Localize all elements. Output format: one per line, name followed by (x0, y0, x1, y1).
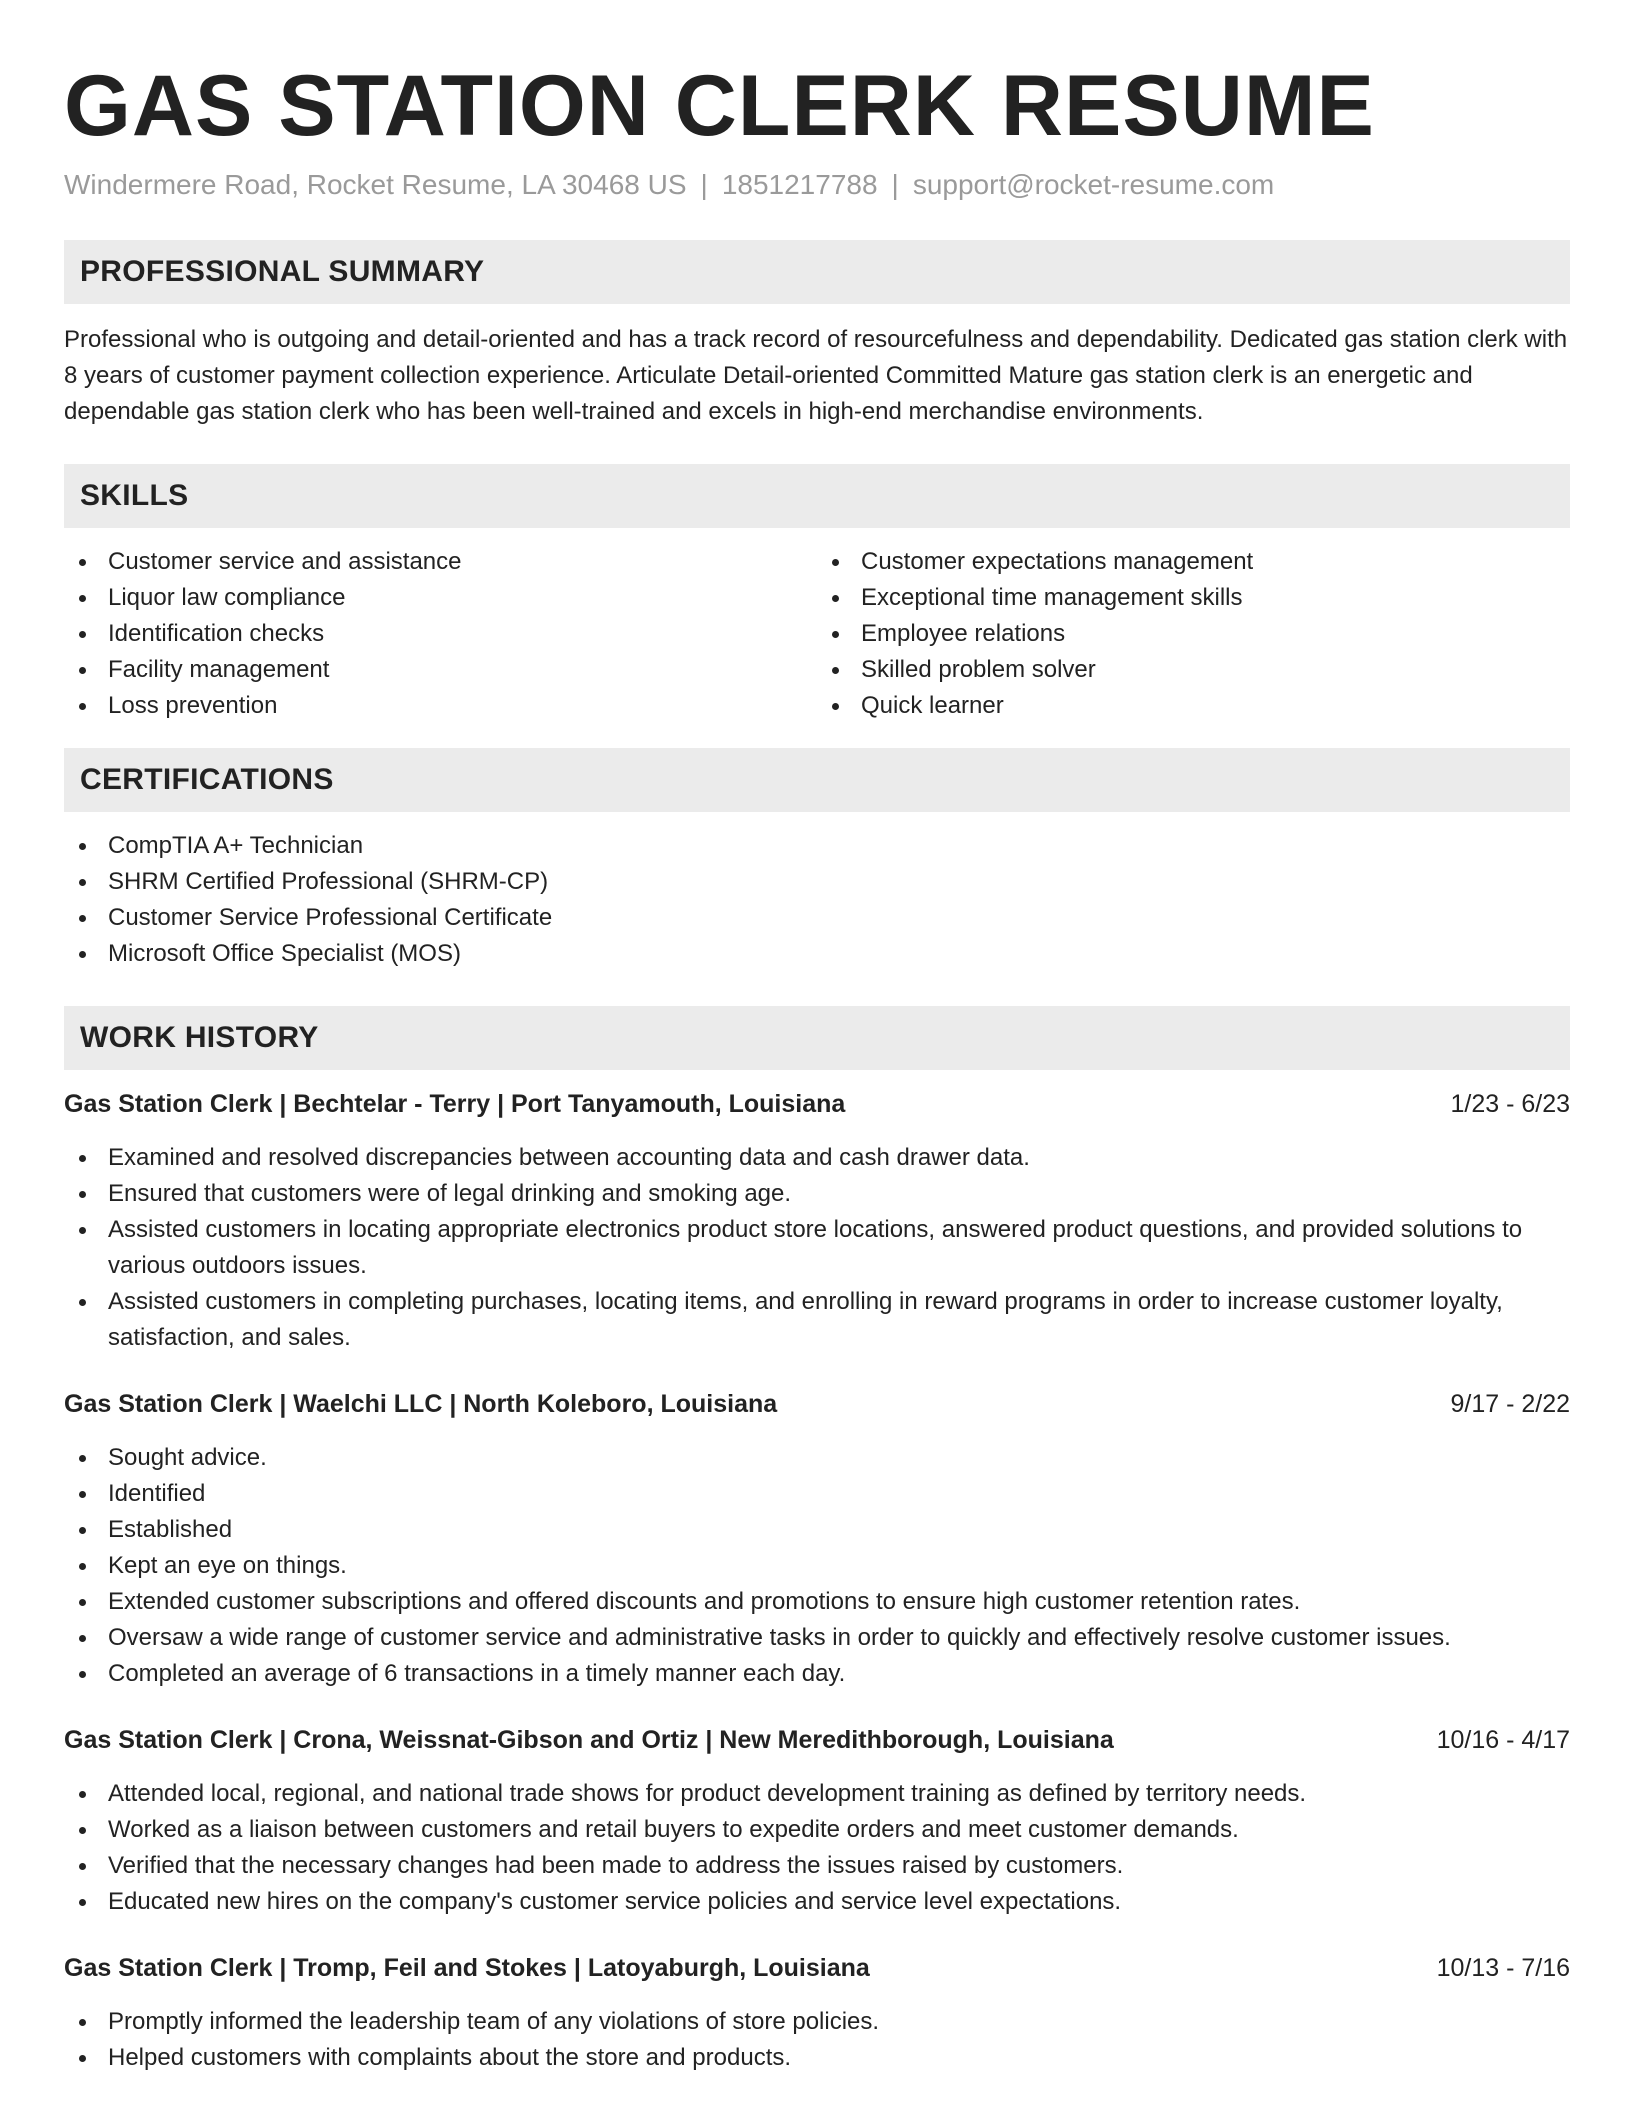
job-dates: 10/16 - 4/17 (1436, 1726, 1570, 1754)
work-history-section (64, 1006, 1570, 2076)
skill-item: Customer expectations management (817, 544, 1570, 580)
job-entry (64, 1386, 1570, 1692)
contact-line (64, 168, 1570, 202)
skill-item: Loss prevention (64, 688, 817, 724)
job-bullet: Identified (64, 1476, 1570, 1512)
job-dates: 10/13 - 7/16 (1436, 1954, 1570, 1982)
work-history-header (64, 1006, 1570, 1070)
job-entry (64, 1950, 1570, 2076)
job-header (64, 1722, 1570, 1758)
certifications-header (64, 748, 1570, 812)
certification-item: Customer Service Professional Certificate (64, 900, 1570, 936)
skills-heading: SKILLS (80, 479, 189, 512)
job-bullet: Assisted customers in completing purchases, locating items, and enrolling in reward programs in order to increase customer loyalty, satisfaction, and sales. (64, 1284, 1570, 1356)
summary-heading: PROFESSIONAL SUMMARY (80, 255, 485, 288)
job-bullet: Kept an eye on things. (64, 1548, 1570, 1584)
skill-item: Identification checks (64, 616, 817, 652)
job-bullet: Verified that the necessary changes had been made to address the issues raised by customers. (64, 1848, 1570, 1884)
job-bullets (64, 1776, 1570, 1920)
skill-item: Liquor law compliance (64, 580, 817, 616)
job-dates: 1/23 - 6/23 (1450, 1090, 1570, 1118)
job-bullet: Promptly informed the leadership team of any violations of store policies. (64, 2004, 1570, 2040)
job-bullet: Educated new hires on the company's customer service policies and service level expectations. (64, 1884, 1570, 1920)
job-header (64, 1386, 1570, 1422)
job-bullet: Examined and resolved discrepancies between accounting data and cash drawer data. (64, 1140, 1570, 1176)
contact-address: Windermere Road, Rocket Resume, LA 30468 US (64, 169, 687, 200)
job-bullet: Attended local, regional, and national trade shows for product development training as defined by territory needs. (64, 1776, 1570, 1812)
skills-grid (64, 544, 1570, 724)
contact-phone: 1851217788 (721, 169, 878, 200)
certification-item: CompTIA A+ Technician (64, 828, 1570, 864)
skills-column-right (817, 544, 1570, 724)
job-dates: 9/17 - 2/22 (1450, 1390, 1570, 1418)
skills-section (64, 464, 1570, 724)
skills-header (64, 464, 1570, 528)
summary-text: Professional who is outgoing and detail-oriented and has a track record of resourcefulness and dependability. Dedicated gas station clerk with 8 years of customer payment collection experience. Articulate Detail-oriented Committed Mature gas station clerk is an energetic and dependable gas station clerk who has been well-trained and excels in high-end merchandise environments. (64, 326, 1568, 425)
skill-item: Customer service and assistance (64, 544, 817, 580)
certification-item: SHRM Certified Professional (SHRM-CP) (64, 864, 1570, 900)
job-bullets (64, 2004, 1570, 2076)
job-bullet: Established (64, 1512, 1570, 1548)
job-bullet: Assisted customers in locating appropriate electronics product store locations, answered product questions, and provided solutions to various outdoors issues. (64, 1212, 1570, 1284)
job-bullet: Extended customer subscriptions and offered discounts and promotions to ensure high customer retention rates. (64, 1584, 1570, 1620)
job-bullets (64, 1440, 1570, 1692)
skill-item: Quick learner (817, 688, 1570, 724)
job-title: Gas Station Clerk | Bechtelar - Terry | Port Tanyamouth, Louisiana (64, 1090, 846, 1118)
job-header (64, 1950, 1570, 1986)
skill-item: Facility management (64, 652, 817, 688)
summary-header (64, 240, 1570, 304)
contact-separator: | (700, 169, 708, 200)
skill-item: Employee relations (817, 616, 1570, 652)
job-entry (64, 1086, 1570, 1356)
skills-list-right (817, 544, 1570, 724)
skills-list-left (64, 544, 817, 724)
skills-column-left (64, 544, 817, 724)
job-title: Gas Station Clerk | Waelchi LLC | North Koleboro, Louisiana (64, 1390, 778, 1418)
job-title: Gas Station Clerk | Crona, Weissnat-Gibson and Ortiz | New Meredithborough, Louisiana (64, 1726, 1114, 1754)
resume-title: GAS STATION CLERK RESUME (64, 58, 1375, 154)
certifications-section (64, 748, 1570, 972)
job-bullets (64, 1140, 1570, 1356)
certifications-list (64, 828, 1570, 972)
job-bullet: Helped customers with complaints about the store and products. (64, 2040, 1570, 2076)
job-header (64, 1086, 1570, 1122)
contact-separator: | (891, 169, 899, 200)
job-title: Gas Station Clerk | Tromp, Feil and Stokes | Latoyaburgh, Louisiana (64, 1954, 870, 1982)
job-entry (64, 1722, 1570, 1920)
certifications-heading: CERTIFICATIONS (80, 763, 334, 796)
job-bullet: Oversaw a wide range of customer service and administrative tasks in order to quickly and effectively resolve customer issues. (64, 1620, 1570, 1656)
skill-item: Skilled problem solver (817, 652, 1570, 688)
job-bullet: Ensured that customers were of legal drinking and smoking age. (64, 1176, 1570, 1212)
job-bullet: Completed an average of 6 transactions in a timely manner each day. (64, 1656, 1570, 1692)
certification-item: Microsoft Office Specialist (MOS) (64, 936, 1570, 972)
job-bullet: Worked as a liaison between customers and retail buyers to expedite orders and meet customer demands. (64, 1812, 1570, 1848)
work-history-heading: WORK HISTORY (80, 1021, 319, 1054)
skill-item: Exceptional time management skills (817, 580, 1570, 616)
summary-section (64, 240, 1570, 430)
job-bullet: Sought advice. (64, 1440, 1570, 1476)
contact-email: support@rocket-resume.com (912, 169, 1275, 200)
